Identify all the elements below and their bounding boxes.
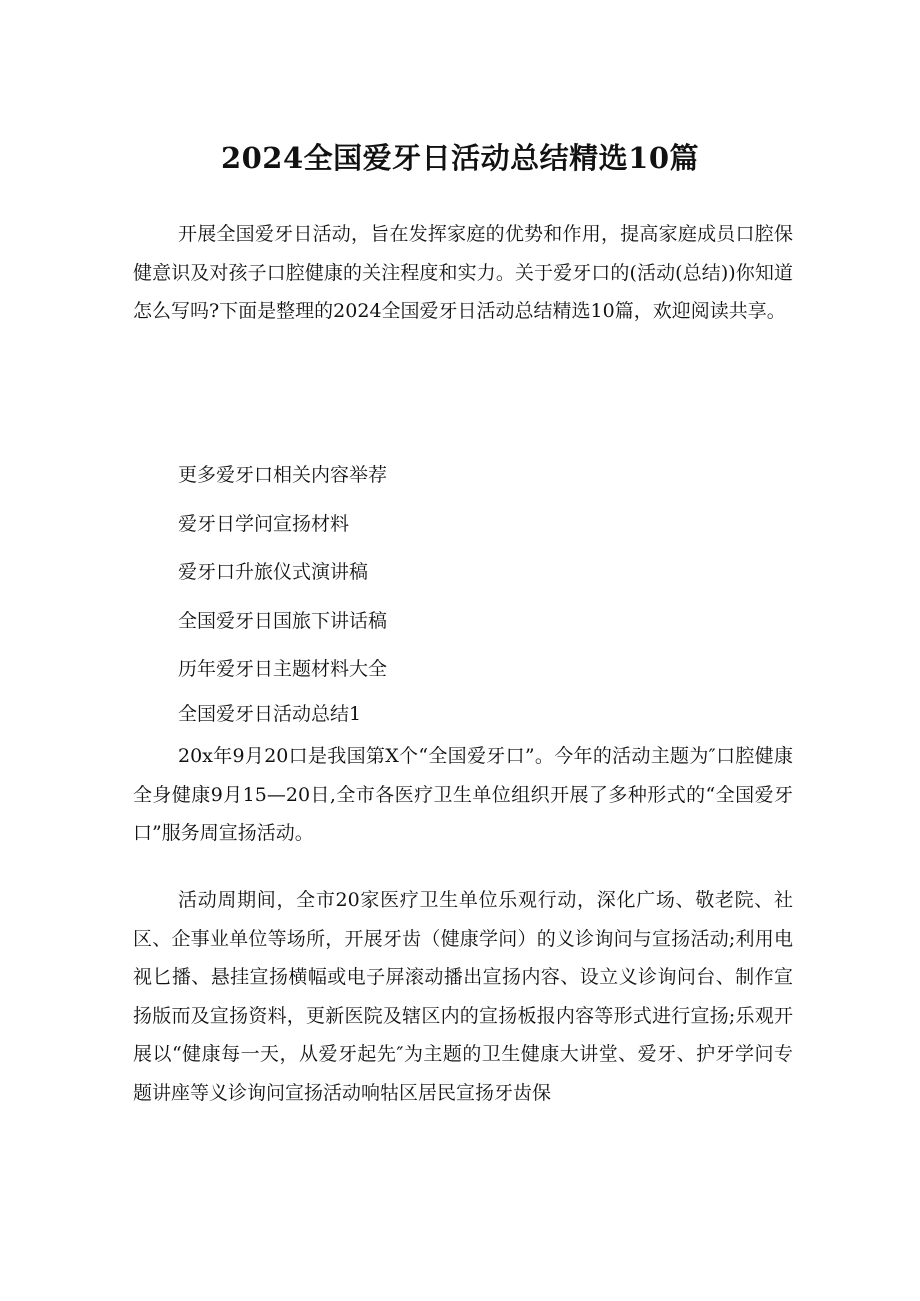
document-title: 2024全国爱牙日活动总结精选10篇 bbox=[220, 141, 700, 175]
section-heading: 全国爱牙日活动总结1 bbox=[178, 703, 362, 725]
body-paragraph: 活动周期间，全市20家医疗卫生单位乐观行动，深化广场、敬老院、社区、企事业单位等场所，开展牙齿（健康学问）的义诊询问与宣扬活动;利用电视匕播、悬挂宣扬横幅或电子屏滚动播出宣扬内容、设立义诊询问台、制作宣扬版而及宣扬资料，更新医院及辖区内的宣扬板报内容等形式进行宣扬;乐观开展以“健康每一天，从爱牙起先″为主题的卫生健康大讲堂、爱牙、护牙学问专题讲座等义诊询问宣扬活动响牯区居民宣扬牙齿保 bbox=[133, 889, 793, 1104]
related-link-item: 爱牙口升旅仪式演讲稿 bbox=[178, 561, 369, 583]
related-link-item: 全国爱牙日国旅下讲话稿 bbox=[178, 609, 388, 632]
body-paragraph: 20x年9月20口是我国第X个“全国爱牙口”。今年的活动主题为″口腔健康全身健康9月15—20日,全市各医疗卫生单位组织开展了多种形式的“全国爱牙口”服务周宣扬活动。 bbox=[133, 745, 793, 844]
related-link-item: 更多爱牙口相关内容举荐 bbox=[178, 464, 388, 486]
related-links-list bbox=[178, 451, 387, 694]
intro-paragraph: 开展全国爱牙日活动，旨在发挥家庭的优势和作用，提高家庭成员口腔保健意识及对孩子口腔健康的关注程度和实力。关于爱牙口的(活动(总结))你知道怎么写吗?下面是整理的2024全国爱牙日活动总结精选10篇，欢迎阅读共享。 bbox=[133, 223, 793, 322]
related-link-item: 历年爱牙日主题材料大全 bbox=[178, 658, 388, 680]
related-link-item: 爱牙日学问宣扬材料 bbox=[178, 512, 350, 535]
